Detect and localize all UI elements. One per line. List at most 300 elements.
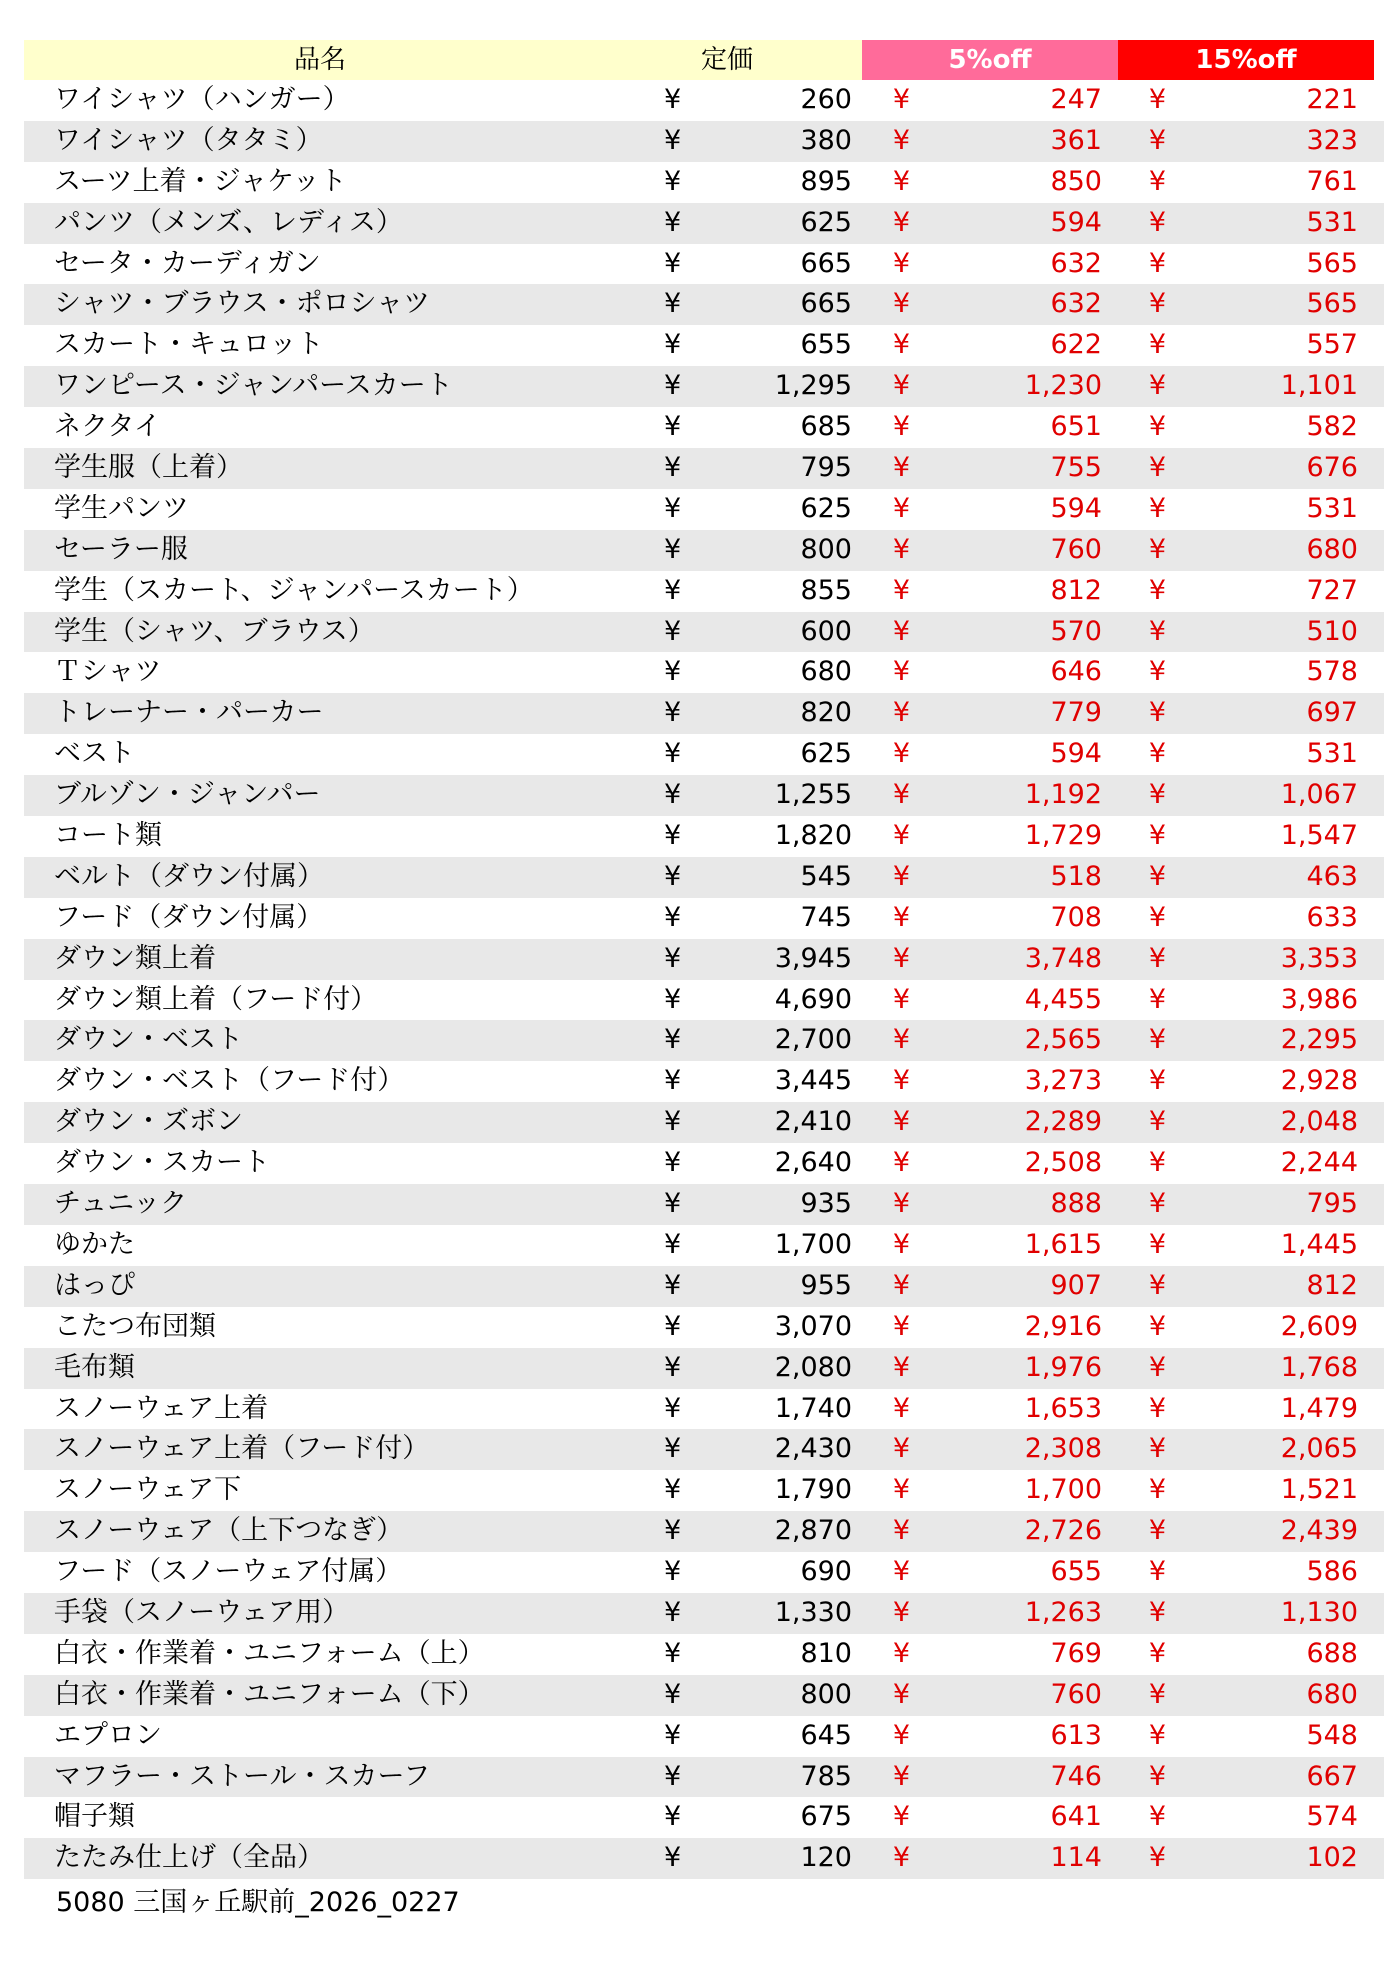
item-name: コート類 xyxy=(54,820,162,852)
price-value: 690 xyxy=(800,1556,852,1588)
off5-yen: ¥ xyxy=(892,615,910,647)
price-yen: ¥ xyxy=(664,124,682,156)
item-name: 学生服（上着） xyxy=(54,452,243,484)
off15-yen: ¥ xyxy=(1148,452,1166,484)
off15-yen: ¥ xyxy=(1148,533,1166,565)
price-yen: ¥ xyxy=(664,574,682,606)
item-name: ワイシャツ（ハンガー） xyxy=(54,84,350,115)
off15-yen: ¥ xyxy=(1148,860,1166,892)
off15-value: 531 xyxy=(1306,738,1358,770)
off5-value: 114 xyxy=(1050,1842,1102,1874)
table-row xyxy=(24,1307,1384,1348)
off15-value: 727 xyxy=(1306,574,1358,606)
item-name: ブルゾン・ジャンパー xyxy=(54,779,321,811)
off15-yen: ¥ xyxy=(1148,1760,1166,1792)
off15-value: 2,048 xyxy=(1280,1106,1358,1138)
item-name: ダウン・ズボン xyxy=(54,1106,243,1138)
off15-value: 812 xyxy=(1306,1269,1358,1301)
table-row xyxy=(24,162,1384,203)
table-row xyxy=(24,1266,1384,1307)
off5-value: 594 xyxy=(1050,492,1102,524)
price-value: 1,330 xyxy=(774,1596,852,1628)
item-name: 学生パンツ xyxy=(54,492,189,524)
off5-yen: ¥ xyxy=(892,124,910,156)
off15-yen: ¥ xyxy=(1148,901,1166,933)
off15-yen: ¥ xyxy=(1148,288,1166,320)
table-row xyxy=(24,693,1384,734)
off15-yen: ¥ xyxy=(1148,1515,1166,1547)
off15-yen: ¥ xyxy=(1148,697,1166,729)
price-value: 600 xyxy=(800,615,852,647)
price-yen: ¥ xyxy=(664,533,682,565)
off5-value: 570 xyxy=(1050,615,1102,647)
off15-value: 574 xyxy=(1306,1801,1358,1833)
off5-yen: ¥ xyxy=(892,901,910,933)
off15-value: 463 xyxy=(1306,860,1358,892)
off5-value: 361 xyxy=(1050,124,1102,156)
price-value: 655 xyxy=(800,329,852,361)
off5-value: 1,700 xyxy=(1024,1474,1102,1506)
off5-value: 632 xyxy=(1050,247,1102,279)
off15-yen: ¥ xyxy=(1148,206,1166,238)
off5-yen: ¥ xyxy=(892,206,910,238)
price-yen: ¥ xyxy=(664,1188,682,1220)
item-name: マフラー・ストール・スカーフ xyxy=(54,1760,431,1792)
price-value: 895 xyxy=(800,165,852,197)
price-yen: ¥ xyxy=(664,901,682,933)
off15-value: 688 xyxy=(1306,1637,1358,1669)
off15-yen: ¥ xyxy=(1148,1719,1166,1751)
table-row xyxy=(24,1061,1384,1102)
off15-yen: ¥ xyxy=(1148,1433,1166,1465)
price-value: 4,690 xyxy=(774,983,852,1015)
table-row xyxy=(24,244,1384,285)
off15-value: 221 xyxy=(1306,84,1358,115)
off15-value: 676 xyxy=(1306,452,1358,484)
price-yen: ¥ xyxy=(664,1760,682,1792)
price-yen: ¥ xyxy=(664,84,682,115)
price-yen: ¥ xyxy=(664,1147,682,1179)
table-row xyxy=(24,652,1384,693)
header-price: 定価 xyxy=(701,45,754,75)
off5-value: 651 xyxy=(1050,411,1102,443)
price-yen: ¥ xyxy=(664,1392,682,1424)
off15-yen: ¥ xyxy=(1148,1801,1166,1833)
item-name: スノーウェア（上下つなぎ） xyxy=(54,1515,404,1547)
price-value: 2,640 xyxy=(774,1147,852,1179)
off5-value: 2,508 xyxy=(1024,1147,1102,1179)
price-yen: ¥ xyxy=(664,1719,682,1751)
off15-yen: ¥ xyxy=(1148,492,1166,524)
table-row xyxy=(24,366,1384,407)
price-value: 3,070 xyxy=(774,1310,852,1342)
off5-yen: ¥ xyxy=(892,820,910,852)
price-yen: ¥ xyxy=(664,247,682,279)
off5-value: 632 xyxy=(1050,288,1102,320)
price-yen: ¥ xyxy=(664,860,682,892)
off15-value: 1,101 xyxy=(1280,370,1358,402)
off15-yen: ¥ xyxy=(1148,1596,1166,1628)
price-value: 810 xyxy=(800,1637,852,1669)
table-row xyxy=(24,1184,1384,1225)
off15-yen: ¥ xyxy=(1148,1106,1166,1138)
footer-code: 5080 三国ヶ丘駅前_2026_0227 xyxy=(56,1887,460,1918)
price-yen: ¥ xyxy=(664,656,682,688)
table-row xyxy=(24,1716,1384,1757)
off5-value: 769 xyxy=(1050,1637,1102,1669)
item-name: セーラー服 xyxy=(54,533,188,565)
price-yen: ¥ xyxy=(664,329,682,361)
off15-yen: ¥ xyxy=(1148,1065,1166,1097)
off5-yen: ¥ xyxy=(892,1351,910,1383)
off5-yen: ¥ xyxy=(892,1801,910,1833)
table-row xyxy=(24,980,1384,1021)
item-name: セータ・カーディガン xyxy=(54,247,321,279)
off5-yen: ¥ xyxy=(892,860,910,892)
price-yen: ¥ xyxy=(664,492,682,524)
item-name: こたつ布団類 xyxy=(54,1310,216,1342)
off15-value: 557 xyxy=(1306,329,1358,361)
off5-value: 518 xyxy=(1050,860,1102,892)
off5-value: 760 xyxy=(1050,533,1102,565)
off5-yen: ¥ xyxy=(892,1269,910,1301)
table-row xyxy=(24,857,1384,898)
item-name: ネクタイ xyxy=(54,411,161,443)
item-name: Ｔシャツ xyxy=(54,656,162,688)
table-row xyxy=(24,816,1384,857)
item-name: エプロン xyxy=(54,1719,162,1751)
off15-yen: ¥ xyxy=(1148,1024,1166,1056)
off5-value: 1,729 xyxy=(1024,820,1102,852)
off5-value: 613 xyxy=(1050,1719,1102,1751)
item-name: 学生（スカート、ジャンパースカート） xyxy=(54,574,534,606)
off15-value: 1,547 xyxy=(1280,820,1358,852)
off15-value: 548 xyxy=(1306,1719,1358,1751)
off5-yen: ¥ xyxy=(892,1596,910,1628)
off5-value: 779 xyxy=(1050,697,1102,729)
off5-value: 755 xyxy=(1050,452,1102,484)
off5-yen: ¥ xyxy=(892,983,910,1015)
off15-value: 697 xyxy=(1306,697,1358,729)
item-name: スノーウェア下 xyxy=(54,1474,242,1506)
off5-value: 907 xyxy=(1050,1269,1102,1301)
off5-value: 4,455 xyxy=(1024,983,1102,1015)
off5-value: 641 xyxy=(1050,1801,1102,1833)
off5-yen: ¥ xyxy=(892,370,910,402)
off5-value: 746 xyxy=(1050,1760,1102,1792)
off15-yen: ¥ xyxy=(1148,411,1166,443)
price-value: 2,700 xyxy=(774,1024,852,1056)
price-yen: ¥ xyxy=(664,1842,682,1874)
price-yen: ¥ xyxy=(664,1801,682,1833)
table-row xyxy=(24,1634,1384,1675)
off15-value: 2,609 xyxy=(1280,1310,1358,1342)
table-row xyxy=(24,1470,1384,1511)
off15-value: 795 xyxy=(1306,1188,1358,1220)
price-value: 645 xyxy=(800,1719,852,1751)
off5-value: 594 xyxy=(1050,206,1102,238)
off15-yen: ¥ xyxy=(1148,738,1166,770)
off15-yen: ¥ xyxy=(1148,84,1166,115)
table-row xyxy=(24,407,1384,448)
off15-value: 761 xyxy=(1306,165,1358,197)
off15-yen: ¥ xyxy=(1148,983,1166,1015)
off15-value: 3,986 xyxy=(1280,983,1358,1015)
price-yen: ¥ xyxy=(664,1310,682,1342)
price-value: 2,870 xyxy=(774,1515,852,1547)
off15-value: 2,928 xyxy=(1280,1065,1358,1097)
table-row xyxy=(24,530,1384,571)
off15-value: 323 xyxy=(1306,124,1358,156)
item-name: ワンピース・ジャンパースカート xyxy=(54,370,453,402)
price-value: 800 xyxy=(800,533,852,565)
table-row xyxy=(24,80,1384,121)
table-row xyxy=(24,1348,1384,1389)
price-value: 120 xyxy=(800,1842,852,1874)
item-name: 白衣・作業着・ユニフォーム（上） xyxy=(54,1637,485,1669)
price-value: 2,080 xyxy=(774,1351,852,1383)
table-row xyxy=(24,489,1384,530)
table-row xyxy=(24,1511,1384,1552)
price-value: 1,740 xyxy=(774,1392,852,1424)
price-yen: ¥ xyxy=(664,411,682,443)
off15-value: 102 xyxy=(1306,1842,1358,1874)
table-row xyxy=(24,1020,1384,1061)
off5-yen: ¥ xyxy=(892,492,910,524)
off5-yen: ¥ xyxy=(892,165,910,197)
price-value: 855 xyxy=(800,574,852,606)
price-value: 2,430 xyxy=(774,1433,852,1465)
price-value: 685 xyxy=(800,411,852,443)
off15-value: 680 xyxy=(1306,1678,1358,1710)
off5-yen: ¥ xyxy=(892,1065,910,1097)
off5-yen: ¥ xyxy=(892,329,910,361)
table-row xyxy=(24,1552,1384,1593)
off5-value: 594 xyxy=(1050,738,1102,770)
off15-value: 2,295 xyxy=(1280,1024,1358,1056)
off15-yen: ¥ xyxy=(1148,247,1166,279)
table-row xyxy=(24,284,1384,325)
off15-value: 510 xyxy=(1306,615,1358,647)
off5-value: 247 xyxy=(1050,84,1102,115)
off15-value: 633 xyxy=(1306,901,1358,933)
price-yen: ¥ xyxy=(664,983,682,1015)
price-yen: ¥ xyxy=(664,1269,682,1301)
item-name: スーツ上着・ジャケット xyxy=(54,165,347,197)
table-row xyxy=(24,898,1384,939)
off15-yen: ¥ xyxy=(1148,165,1166,197)
off15-yen: ¥ xyxy=(1148,1392,1166,1424)
price-value: 955 xyxy=(800,1269,852,1301)
table-row xyxy=(24,1429,1384,1470)
table-row xyxy=(24,121,1384,162)
price-yen: ¥ xyxy=(664,1474,682,1506)
price-value: 3,445 xyxy=(774,1065,852,1097)
off15-yen: ¥ xyxy=(1148,1842,1166,1874)
off5-value: 888 xyxy=(1050,1188,1102,1220)
header-15off: 15%off xyxy=(1118,40,1374,80)
price-yen: ¥ xyxy=(664,697,682,729)
off15-yen: ¥ xyxy=(1148,1269,1166,1301)
off15-value: 565 xyxy=(1306,288,1358,320)
off15-value: 1,768 xyxy=(1280,1351,1358,1383)
off15-yen: ¥ xyxy=(1148,820,1166,852)
off5-value: 2,726 xyxy=(1024,1515,1102,1547)
off5-value: 760 xyxy=(1050,1678,1102,1710)
header-5off: 5%off xyxy=(862,40,1118,80)
price-value: 675 xyxy=(800,1801,852,1833)
price-value: 665 xyxy=(800,288,852,320)
off15-value: 1,067 xyxy=(1280,779,1358,811)
off5-yen: ¥ xyxy=(892,1515,910,1547)
off15-yen: ¥ xyxy=(1148,574,1166,606)
off15-value: 1,445 xyxy=(1280,1228,1358,1260)
off5-value: 2,289 xyxy=(1024,1106,1102,1138)
price-yen: ¥ xyxy=(664,1228,682,1260)
off5-value: 1,976 xyxy=(1024,1351,1102,1383)
off15-value: 531 xyxy=(1306,206,1358,238)
off5-value: 1,615 xyxy=(1024,1228,1102,1260)
off15-yen: ¥ xyxy=(1148,942,1166,974)
off15-value: 531 xyxy=(1306,492,1358,524)
price-value: 785 xyxy=(800,1760,852,1792)
price-yen: ¥ xyxy=(664,615,682,647)
off5-yen: ¥ xyxy=(892,288,910,320)
off15-value: 586 xyxy=(1306,1556,1358,1588)
item-name: 手袋（スノーウェア用） xyxy=(54,1596,350,1628)
off15-value: 1,479 xyxy=(1280,1392,1358,1424)
off5-yen: ¥ xyxy=(892,574,910,606)
off5-value: 2,565 xyxy=(1024,1024,1102,1056)
price-yen: ¥ xyxy=(664,1678,682,1710)
off5-yen: ¥ xyxy=(892,1474,910,1506)
item-name: ワイシャツ（タタミ） xyxy=(54,124,323,156)
off5-value: 1,230 xyxy=(1024,370,1102,402)
price-value: 1,700 xyxy=(774,1228,852,1260)
off15-yen: ¥ xyxy=(1148,1637,1166,1669)
table-body xyxy=(24,80,1384,1879)
price-value: 1,295 xyxy=(774,370,852,402)
header-name-price xyxy=(24,40,862,80)
item-name: スカート・キュロット xyxy=(54,329,324,361)
price-yen: ¥ xyxy=(664,779,682,811)
table-row xyxy=(24,203,1384,244)
table-row xyxy=(24,612,1384,653)
item-name: パンツ（メンズ、レディス） xyxy=(54,206,403,238)
off5-yen: ¥ xyxy=(892,738,910,770)
item-name: 白衣・作業着・ユニフォーム（下） xyxy=(54,1678,485,1710)
price-value: 625 xyxy=(800,206,852,238)
off5-yen: ¥ xyxy=(892,1842,910,1874)
price-yen: ¥ xyxy=(664,942,682,974)
off5-value: 655 xyxy=(1050,1556,1102,1588)
off15-value: 680 xyxy=(1306,533,1358,565)
off5-yen: ¥ xyxy=(892,1678,910,1710)
off15-yen: ¥ xyxy=(1148,1147,1166,1179)
off5-yen: ¥ xyxy=(892,247,910,279)
off5-yen: ¥ xyxy=(892,656,910,688)
price-value: 800 xyxy=(800,1678,852,1710)
off5-value: 2,916 xyxy=(1024,1310,1102,1342)
off5-value: 1,653 xyxy=(1024,1392,1102,1424)
off15-yen: ¥ xyxy=(1148,1474,1166,1506)
price-yen: ¥ xyxy=(664,1024,682,1056)
item-name: 学生（シャツ、ブラウス） xyxy=(54,615,375,647)
price-value: 625 xyxy=(800,738,852,770)
price-yen: ¥ xyxy=(664,1065,682,1097)
item-name: ダウン・スカート xyxy=(54,1147,270,1179)
price-value: 625 xyxy=(800,492,852,524)
price-yen: ¥ xyxy=(664,1433,682,1465)
item-name: スノーウェア上着（フード付） xyxy=(54,1433,430,1465)
price-yen: ¥ xyxy=(664,1596,682,1628)
off5-value: 3,273 xyxy=(1024,1065,1102,1097)
price-yen: ¥ xyxy=(664,820,682,852)
table-row xyxy=(24,939,1384,980)
header-name: 品名 xyxy=(294,45,347,75)
table-row xyxy=(24,571,1384,612)
off5-yen: ¥ xyxy=(892,1760,910,1792)
off15-yen: ¥ xyxy=(1148,1228,1166,1260)
off5-value: 708 xyxy=(1050,901,1102,933)
off5-yen: ¥ xyxy=(892,1637,910,1669)
table-row xyxy=(24,325,1384,366)
off5-yen: ¥ xyxy=(892,697,910,729)
price-value: 1,255 xyxy=(774,779,852,811)
table-row xyxy=(24,1675,1384,1716)
item-name: 帽子類 xyxy=(54,1801,135,1833)
off5-yen: ¥ xyxy=(892,411,910,443)
off15-yen: ¥ xyxy=(1148,1310,1166,1342)
price-value: 680 xyxy=(800,656,852,688)
price-value: 1,790 xyxy=(774,1474,852,1506)
off15-value: 582 xyxy=(1306,411,1358,443)
off15-value: 3,353 xyxy=(1280,942,1358,974)
table-row xyxy=(24,1225,1384,1266)
price-yen: ¥ xyxy=(664,738,682,770)
off15-yen: ¥ xyxy=(1148,329,1166,361)
table-header xyxy=(24,40,1384,80)
off15-value: 565 xyxy=(1306,247,1358,279)
off15-yen: ¥ xyxy=(1148,370,1166,402)
off5-value: 850 xyxy=(1050,165,1102,197)
table-row xyxy=(24,775,1384,816)
off5-yen: ¥ xyxy=(892,1106,910,1138)
item-name: ダウン類上着（フード付） xyxy=(54,983,378,1015)
off5-yen: ¥ xyxy=(892,1188,910,1220)
off15-value: 2,244 xyxy=(1280,1147,1358,1179)
item-name: ベスト xyxy=(54,738,135,770)
off5-yen: ¥ xyxy=(892,1719,910,1751)
off5-yen: ¥ xyxy=(892,1147,910,1179)
item-name: はっぴ xyxy=(54,1269,135,1301)
price-value: 545 xyxy=(800,860,852,892)
off15-value: 1,130 xyxy=(1280,1596,1358,1628)
price-yen: ¥ xyxy=(664,1637,682,1669)
table-row xyxy=(24,1757,1384,1798)
off15-yen: ¥ xyxy=(1148,615,1166,647)
price-yen: ¥ xyxy=(664,452,682,484)
off5-yen: ¥ xyxy=(892,1556,910,1588)
price-value: 820 xyxy=(800,697,852,729)
off5-value: 622 xyxy=(1050,329,1102,361)
item-name: フード（スノーウェア付属） xyxy=(54,1556,403,1588)
off5-value: 1,192 xyxy=(1024,779,1102,811)
off5-value: 1,263 xyxy=(1024,1596,1102,1628)
off15-yen: ¥ xyxy=(1148,656,1166,688)
off5-value: 812 xyxy=(1050,574,1102,606)
price-yen: ¥ xyxy=(664,1515,682,1547)
